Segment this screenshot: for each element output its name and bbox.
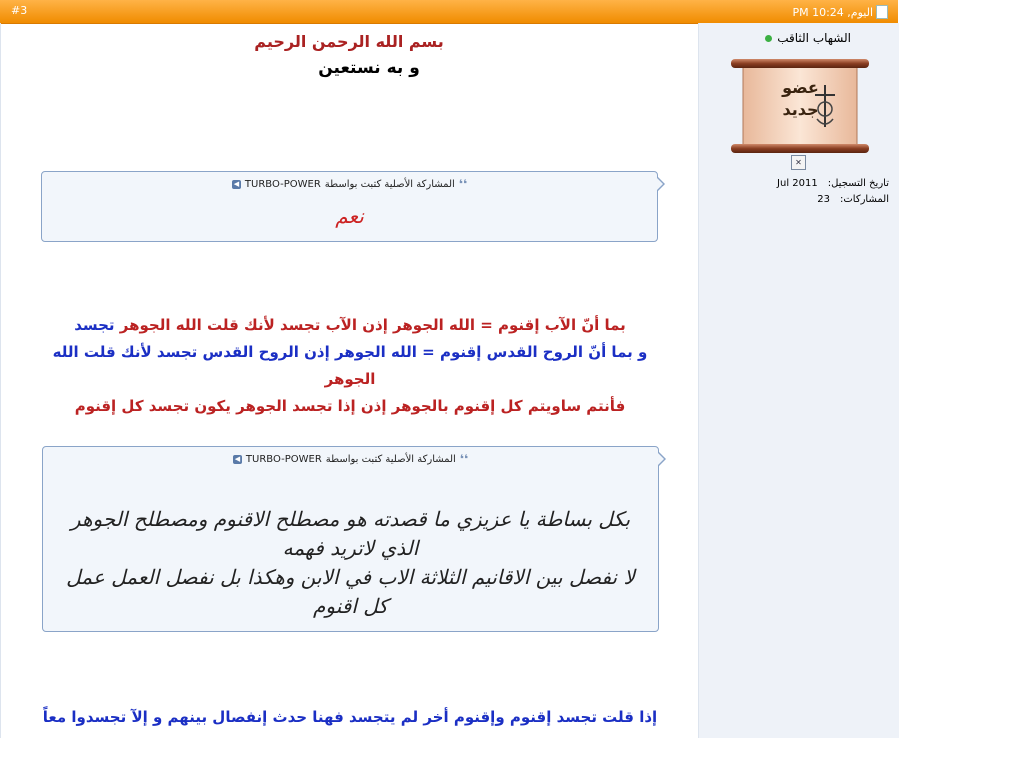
body-line-1-red: بما أنّ الآب إقنوم = الله الجوهر إذن الآب تجسد لأنك قلت الله الجوهر <box>119 316 626 334</box>
view-post-icon[interactable]: ◀ <box>233 179 240 188</box>
post-date <box>792 5 888 19</box>
posts-value: 23 <box>817 194 830 205</box>
quote-header <box>42 177 657 191</box>
quote-arrow <box>657 176 665 192</box>
quote-author-2[interactable]: TURBO-POWER <box>245 453 322 465</box>
body-line-1-blue: تجسد <box>74 316 115 334</box>
author-username[interactable]: الشهاب الثاقب <box>777 31 851 45</box>
intro-line: و به نستعين <box>318 58 420 78</box>
rank-title-line1: عضو <box>782 78 819 97</box>
quote-author[interactable]: TURBO-POWER <box>244 178 321 190</box>
post-body <box>30 312 670 420</box>
registration-date <box>777 178 889 189</box>
quote-header-2 <box>43 452 658 466</box>
document-icon <box>876 5 888 19</box>
quote-text-2-line2: لا نفصل بين الاقانيم الثلاثة الاب في الابن وهكذا بل نفصل العمل عمل كل اقنوم <box>66 565 635 618</box>
body-line-2-blue: و بما أنّ الروح القدس إقنوم = الله الجوهر إذن الروح القدس تجسد لأنك قلت الله <box>52 343 648 361</box>
body-line-2 <box>30 339 670 393</box>
body-line-3: فأنتم ساويتم كل إقنوم بالجوهر إذن إذا تجسد الجوهر يكون تجسد كل إقنوم <box>74 397 626 415</box>
post-left-border <box>0 23 1 738</box>
rank-title <box>753 77 848 121</box>
basmala-heading: بسم الله الرحمن الرحيم <box>254 32 444 51</box>
quote-header-label: المشاركة الأصلية كتبت بواسطة <box>324 178 455 190</box>
author-sidebar <box>698 23 899 738</box>
quote-box <box>41 171 658 242</box>
post-number-link[interactable]: #3 <box>11 4 28 17</box>
body-line-1 <box>30 312 670 339</box>
rank-badge <box>729 57 871 159</box>
quote-icon: ❛❛ <box>458 177 468 191</box>
quote-header-label-2: المشاركة الأصلية كتبت بواسطة <box>325 453 456 465</box>
registration-value: Jul 2011 <box>777 178 818 189</box>
closing-line: إذا قلت تجسد إقنوم وإقنوم أخر لم يتجسد فهنا حدث إنفصال بينهم و إلآ تجسدوا معاً <box>42 708 658 726</box>
registration-label: تاريخ التسجيل: <box>827 178 889 189</box>
post-count <box>817 194 889 205</box>
post-header <box>0 0 898 24</box>
online-status-icon <box>765 35 772 42</box>
quote-icon-2: ❛❛ <box>459 452 469 466</box>
rank-title-line2: جديد <box>782 100 819 119</box>
post-date-text: اليوم, 10:24 PM <box>792 5 873 19</box>
author-info <box>765 31 851 45</box>
posts-label: المشاركات: <box>840 194 889 205</box>
quote-arrow-2 <box>658 451 666 467</box>
quote-text-2 <box>57 505 644 621</box>
quote-box-2 <box>42 446 659 632</box>
quote-text: نعم <box>335 204 364 228</box>
quote-text-2-line1: بكل بساطة يا عزيزي ما قصدته هو مصطلح الاقنوم ومصطلح الجوهر الذي لاتريد فهمه <box>70 507 631 560</box>
view-post-icon-2[interactable]: ◀ <box>234 454 241 463</box>
body-line-2-red: الجوهر <box>324 370 376 388</box>
report-icon[interactable]: ✕ <box>791 155 806 170</box>
